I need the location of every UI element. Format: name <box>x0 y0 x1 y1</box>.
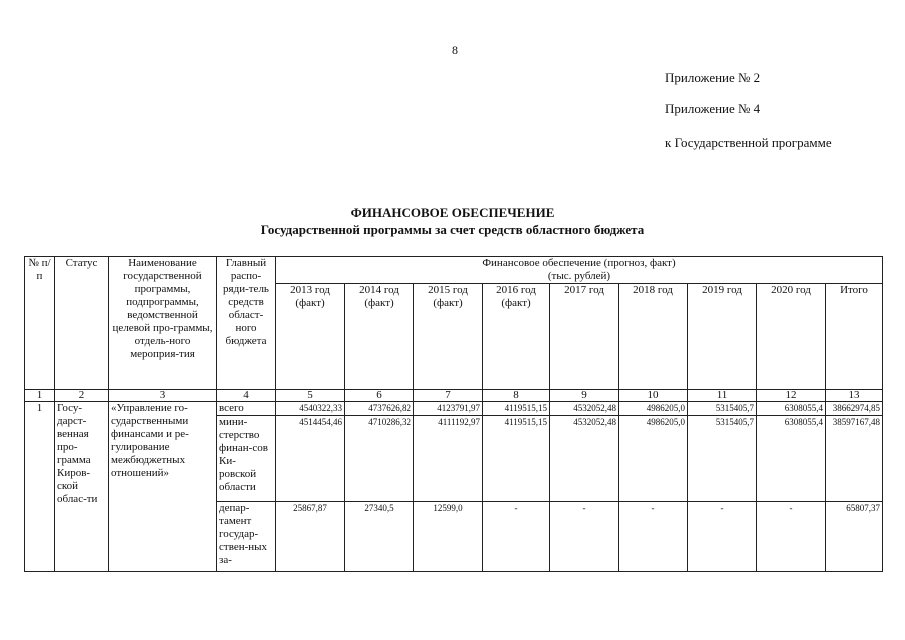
value-cell: - <box>483 502 550 572</box>
value-cell: 38662974,85 <box>826 402 883 416</box>
column-number: 10 <box>619 390 688 402</box>
header-status: Статус <box>55 257 109 390</box>
column-number: 3 <box>109 390 217 402</box>
value-cell: 4532052,48 <box>550 416 619 502</box>
column-number: 4 <box>217 390 276 402</box>
document-subtitle: Государственной программы за счет средств областного бюджета <box>260 222 645 237</box>
column-number: 2 <box>55 390 109 402</box>
header-year-2016: 2016 год (факт) <box>483 284 550 390</box>
value-cell: 4514454,46 <box>276 416 345 502</box>
document-title: ФИНАНСОВОЕ ОБЕСПЕЧЕНИЕ <box>350 205 555 220</box>
value-cell: 4737626,82 <box>345 402 414 416</box>
value-cell: 12599,0 <box>414 502 483 572</box>
value-cell: 5315405,7 <box>688 402 757 416</box>
page-number: 8 <box>452 43 458 57</box>
value-cell: - <box>757 502 826 572</box>
header-total: Итого <box>826 284 883 390</box>
header-num: № п/п <box>25 257 55 390</box>
header-year-2014: 2014 год (факт) <box>345 284 414 390</box>
column-number: 5 <box>276 390 345 402</box>
header-financing-unit: (тыс. рублей) <box>547 270 611 282</box>
column-number: 8 <box>483 390 550 402</box>
value-cell: 5315405,7 <box>688 416 757 502</box>
value-cell: 6308055,4 <box>757 416 826 502</box>
value-cell: 4119515,15 <box>483 416 550 502</box>
value-cell: 4111192,97 <box>414 416 483 502</box>
header-year-2013: 2013 год (факт) <box>276 284 345 390</box>
row-manager: мини-стерство финан-сов Ки-ровской области <box>217 416 276 502</box>
value-cell: - <box>550 502 619 572</box>
header-manager: Главный распо-ряди-тель средств област-ного бюджета <box>217 257 276 390</box>
column-number-row <box>25 390 883 402</box>
column-number: 1 <box>25 390 55 402</box>
header-year-2018: 2018 год <box>619 284 688 390</box>
value-cell: 4123791,97 <box>414 402 483 416</box>
column-number: 9 <box>550 390 619 402</box>
appendix-line-1: Приложение № 2 <box>665 70 761 85</box>
header-year-2019: 2019 год <box>688 284 757 390</box>
row-num: 1 <box>25 402 55 572</box>
row-manager: всего <box>217 402 276 416</box>
header-financing <box>276 257 883 284</box>
column-number: 6 <box>345 390 414 402</box>
appendix-line-2: Приложение № 4 <box>665 101 761 116</box>
row-program-name: «Управление го-сударственными финансами и ре-гулирование межбюджетных отношений» <box>109 402 217 572</box>
value-cell: 4986205,0 <box>619 402 688 416</box>
table-row <box>25 402 883 416</box>
value-cell: 4532052,48 <box>550 402 619 416</box>
value-cell: 25867,87 <box>276 502 345 572</box>
value-cell: 27340,5 <box>345 502 414 572</box>
value-cell: 4540322,33 <box>276 402 345 416</box>
value-cell: 38597167,48 <box>826 416 883 502</box>
value-cell: - <box>688 502 757 572</box>
header-year-2020: 2020 год <box>757 284 826 390</box>
header-financing-title: Финансовое обеспечение (прогноз, факт) <box>482 257 676 269</box>
row-status: Госу-дарст-венная про-грамма Киров-ской облас-ти <box>55 402 109 572</box>
column-number: 12 <box>757 390 826 402</box>
column-number: 11 <box>688 390 757 402</box>
value-cell: 4119515,15 <box>483 402 550 416</box>
value-cell: - <box>619 502 688 572</box>
header-year-2015: 2015 год (факт) <box>414 284 483 390</box>
header-year-2017: 2017 год <box>550 284 619 390</box>
financing-table <box>24 256 883 572</box>
appendix-line-3: к Государственной программе <box>665 135 832 150</box>
column-number: 13 <box>826 390 883 402</box>
value-cell: 6308055,4 <box>757 402 826 416</box>
value-cell: 4986205,0 <box>619 416 688 502</box>
value-cell: 65807,37 <box>826 502 883 572</box>
row-manager: депар-тамент государ-ствен-ных за- <box>217 502 276 572</box>
header-name: Наименование государственной программы, подпрограммы, ведомственной целевой про-граммы, отдель-ного мероприя-тия <box>109 257 217 390</box>
value-cell: 4710286,32 <box>345 416 414 502</box>
column-number: 7 <box>414 390 483 402</box>
